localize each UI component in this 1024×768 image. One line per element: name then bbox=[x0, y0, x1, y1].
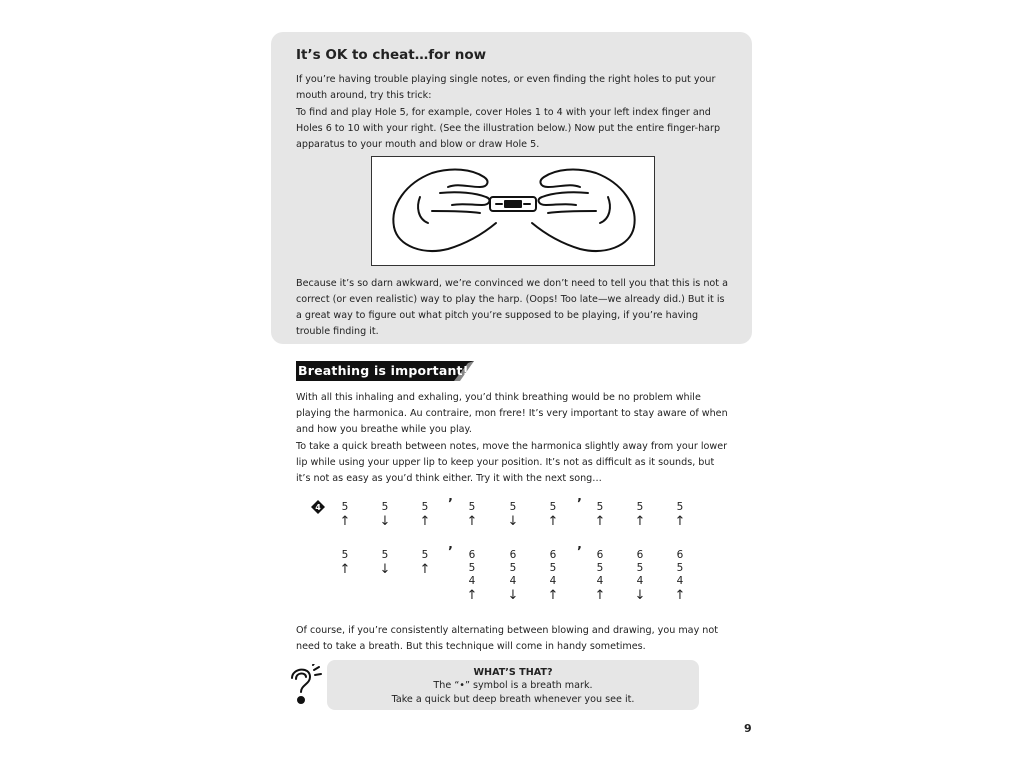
tab-note bbox=[630, 549, 650, 603]
tab-note bbox=[630, 501, 650, 529]
sidebar-paragraph-2: To find and play Hole 5, for example, cover Holes 1 to 4 with your left index finger and Holes 6 to 10 with your right. (See the illustration below.) Now put the entire finger-harp apparatus to your mouth and blow or draw Hole 5. bbox=[296, 107, 721, 150]
sidebar-title: It’s OK to cheat…for now bbox=[296, 47, 487, 63]
blow-arrow-icon: ↑ bbox=[674, 514, 686, 529]
sidebar-paragraph-1: If you’re having trouble playing single notes, or even finding the right holes to put your mouth around, try this trick: bbox=[296, 74, 716, 101]
tab-note bbox=[375, 501, 395, 529]
hands-drawing bbox=[372, 157, 654, 265]
hole-number: 5 bbox=[381, 549, 389, 561]
blow-arrow-icon: ↑ bbox=[674, 588, 686, 603]
page-number: 9 bbox=[744, 722, 752, 735]
blow-arrow-icon: ↑ bbox=[547, 588, 559, 603]
hole-number: 6 bbox=[468, 549, 476, 561]
breath-mark: ’ bbox=[577, 545, 582, 560]
blow-arrow-icon: ↑ bbox=[419, 562, 431, 577]
hole-number: 5 bbox=[549, 562, 557, 574]
draw-arrow-icon: ↓ bbox=[507, 514, 519, 529]
whats-that-line-2: Take a quick but deep breath whenever you see it. bbox=[391, 694, 635, 705]
blow-arrow-icon: ↑ bbox=[339, 514, 351, 529]
hole-number: 5 bbox=[596, 562, 604, 574]
hole-number: 5 bbox=[596, 501, 604, 513]
tab-note bbox=[503, 549, 523, 603]
hole-number: 5 bbox=[421, 501, 429, 513]
hole-number: 6 bbox=[509, 549, 517, 561]
hole-number: 5 bbox=[341, 501, 349, 513]
hole-number: 5 bbox=[341, 549, 349, 561]
hole-number: 4 bbox=[596, 575, 604, 587]
hole-number: 5 bbox=[468, 562, 476, 574]
diamond-track-badge-icon bbox=[311, 500, 325, 514]
tab-note bbox=[670, 549, 690, 603]
hole-number: 6 bbox=[549, 549, 557, 561]
whats-that-title: WHAT’S THAT? bbox=[473, 667, 553, 678]
hole-number: 4 bbox=[468, 575, 476, 587]
blow-arrow-icon: ↑ bbox=[419, 514, 431, 529]
breathing-paragraph-1: With all this inhaling and exhaling, you’d think breathing would be no problem while playing the harmonica. Au contraire, mon frere! It’s very important to stay aware of when and how you breathe while you play. bbox=[296, 392, 728, 435]
blow-arrow-icon: ↑ bbox=[547, 514, 559, 529]
hole-number: 6 bbox=[596, 549, 604, 561]
hole-number: 5 bbox=[636, 501, 644, 513]
tab-note bbox=[375, 549, 395, 577]
tab-note bbox=[462, 549, 482, 603]
tab-note bbox=[335, 501, 355, 529]
blow-arrow-icon: ↑ bbox=[634, 514, 646, 529]
hole-number: 4 bbox=[549, 575, 557, 587]
blow-arrow-icon: ↑ bbox=[466, 588, 478, 603]
tab-note bbox=[415, 549, 435, 577]
breathing-paragraph-3: Of course, if you’re consistently alternating between blowing and drawing, you may not need to take a breath. But this technique will come in handy sometimes. bbox=[296, 625, 719, 652]
hole-number: 5 bbox=[381, 501, 389, 513]
tab-note bbox=[590, 549, 610, 603]
whats-that-callout bbox=[327, 660, 699, 710]
whats-that-line-1: The “•” symbol is a breath mark. bbox=[433, 680, 593, 691]
breath-mark: ’ bbox=[448, 545, 453, 560]
blow-arrow-icon: ↑ bbox=[594, 514, 606, 529]
draw-arrow-icon: ↓ bbox=[379, 562, 391, 577]
breath-mark: ’ bbox=[448, 497, 453, 512]
blow-arrow-icon: ↑ bbox=[466, 514, 478, 529]
tab-note bbox=[543, 549, 563, 603]
tab-note bbox=[670, 501, 690, 529]
draw-arrow-icon: ↓ bbox=[634, 588, 646, 603]
draw-arrow-icon: ↓ bbox=[379, 514, 391, 529]
cheat-sidebar bbox=[271, 32, 752, 344]
hole-number: 5 bbox=[676, 501, 684, 513]
hole-number: 5 bbox=[549, 501, 557, 513]
draw-arrow-icon: ↓ bbox=[507, 588, 519, 603]
tab-note bbox=[462, 501, 482, 529]
tab-note bbox=[590, 501, 610, 529]
hole-number: 5 bbox=[509, 562, 517, 574]
blow-arrow-icon: ↑ bbox=[339, 562, 351, 577]
breath-mark: ’ bbox=[577, 497, 582, 512]
hole-number: 5 bbox=[676, 562, 684, 574]
hole-number: 4 bbox=[509, 575, 517, 587]
track-number: 4 bbox=[315, 503, 321, 512]
tab-note bbox=[415, 501, 435, 529]
sidebar-paragraph-3: Because it’s so darn awkward, we’re convinced we don’t need to tell you that this is not a correct (or even realistic) way to play the harp. (Oops! Too late—we already did.) But it is a great way to figure out what pitch you’re supposed to be playing, if you’re having trouble finding it. bbox=[296, 278, 728, 337]
tab-note bbox=[335, 549, 355, 577]
hands-harmonica-illustration bbox=[371, 156, 655, 266]
hole-number: 6 bbox=[636, 549, 644, 561]
breathing-paragraph-2: To take a quick breath between notes, move the harmonica slightly away from your lower lip while using your upper lip to keep your position. It’s not as difficult as it sounds, but it’s not as easy as you’d think either. Try it with the next song… bbox=[296, 441, 728, 484]
tab-note bbox=[503, 501, 523, 529]
question-mark-character-icon bbox=[284, 664, 324, 706]
hole-number: 5 bbox=[468, 501, 476, 513]
hole-number: 5 bbox=[509, 501, 517, 513]
hole-number: 4 bbox=[676, 575, 684, 587]
hole-number: 4 bbox=[636, 575, 644, 587]
tab-note bbox=[543, 501, 563, 529]
hole-number: 5 bbox=[421, 549, 429, 561]
section-heading: Breathing is important! bbox=[298, 363, 469, 378]
blow-arrow-icon: ↑ bbox=[594, 588, 606, 603]
hole-number: 6 bbox=[676, 549, 684, 561]
hole-number: 5 bbox=[636, 562, 644, 574]
